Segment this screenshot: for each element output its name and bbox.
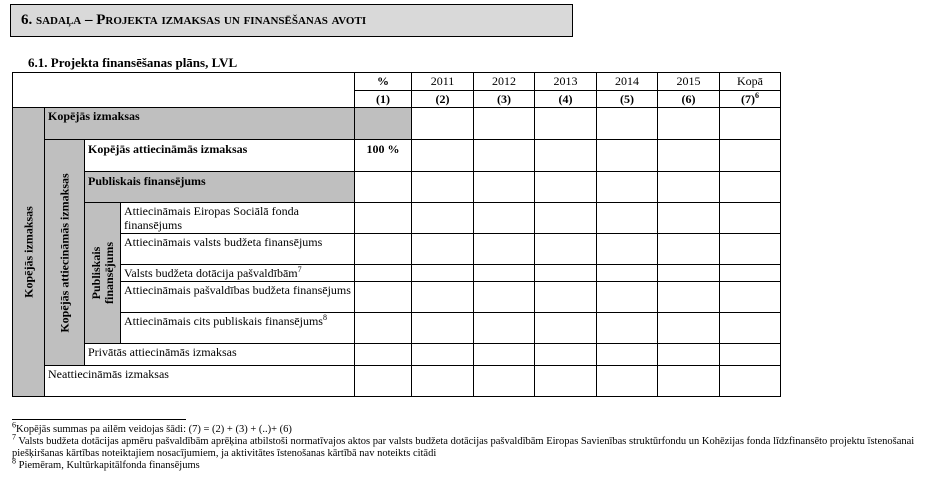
cell-eligible-percent: 100 %	[355, 140, 412, 172]
cell-ineligible-2015[interactable]	[658, 366, 720, 397]
cell-eligible-sum[interactable]	[720, 140, 781, 172]
row-state-budget	[13, 234, 781, 265]
cell-municipal-2014[interactable]	[597, 282, 658, 313]
cell-state-2012[interactable]	[474, 234, 535, 265]
cell-ineligible-2011[interactable]	[412, 366, 474, 397]
cell-private-2015[interactable]	[658, 344, 720, 366]
footnote-7: $^7$ Valsts budžeta dotācijas apmēru pašvaldībām aprēķina atbilstoši normatīvajos aktos par valsts budžeta dotācijas pašvaldībām Eiropas Savienības struktūrfondu un Kohēzijas fonda līdzfinansēto projektu īstenošanai piešķiršanas kārtības noteiktajiem nosacījumiem, ja aktivitātes īstenošanas kārtībā nav noteikts citādi	[12, 432, 915, 459]
cell-total-2012[interactable]	[474, 108, 535, 140]
cell-public-2013[interactable]	[535, 172, 597, 203]
label-municipal-budget: Attiecināmais pašvaldības budžeta finansējums	[121, 282, 355, 313]
header-2012: 2012	[474, 73, 535, 91]
header-row	[13, 73, 781, 91]
cell-municipal-2012[interactable]	[474, 282, 535, 313]
label-state-budget: Attiecināmais valsts budžeta finansējums	[121, 234, 355, 265]
row-esf	[13, 203, 781, 234]
row-private-costs	[13, 344, 781, 366]
header-number-5: (5)	[597, 91, 658, 108]
header-corner	[13, 73, 355, 108]
cell-total-percent[interactable]	[355, 108, 412, 140]
vertical-label-eligible-costs: Kopējās attiecināmās izmaksas	[45, 140, 85, 366]
row-municipal-budget	[13, 282, 781, 313]
label-total-costs: Kopējās izmaksas	[45, 108, 355, 140]
cell-grant-2014[interactable]	[597, 265, 658, 282]
cell-state-2013[interactable]	[535, 234, 597, 265]
cell-esf-2015[interactable]	[658, 203, 720, 234]
section-word: sadaļa	[36, 12, 82, 28]
label-ineligible-costs: Neattiecināmās izmaksas	[45, 366, 355, 397]
cell-public-2012[interactable]	[474, 172, 535, 203]
row-ineligible-costs	[13, 366, 781, 397]
label-eligible-costs: Kopējās attiecināmās izmaksas	[85, 140, 355, 172]
cell-esf-2011[interactable]	[412, 203, 474, 234]
cell-eligible-2013[interactable]	[535, 140, 597, 172]
cell-state-2015[interactable]	[658, 234, 720, 265]
footnotes	[12, 420, 932, 472]
cell-grant-percent[interactable]	[355, 265, 412, 282]
header-number-6: (6)	[658, 91, 720, 108]
cell-other-2015[interactable]	[658, 313, 720, 344]
cell-municipal-sum[interactable]	[720, 282, 781, 313]
header-number-4: (4)	[535, 91, 597, 108]
label-private-costs: Privātās attiecināmās izmaksas	[85, 344, 355, 366]
cell-public-percent[interactable]	[355, 172, 412, 203]
cell-eligible-2011[interactable]	[412, 140, 474, 172]
financing-plan-table	[12, 72, 781, 397]
header-number-3: (3)	[474, 91, 535, 108]
cell-eligible-2015[interactable]	[658, 140, 720, 172]
row-municipal-grant	[13, 265, 781, 282]
section-number: 6.	[21, 12, 36, 28]
row-public-funding	[13, 172, 781, 203]
label-municipal-grant: Valsts budžeta dotācija pašvaldībām$^7$	[121, 265, 355, 282]
cell-total-2013[interactable]	[535, 108, 597, 140]
section-heading	[10, 4, 573, 37]
cell-private-2013[interactable]	[535, 344, 597, 366]
cell-municipal-2011[interactable]	[412, 282, 474, 313]
cell-other-sum[interactable]	[720, 313, 781, 344]
footnote-separator	[12, 419, 186, 420]
cell-total-sum[interactable]	[720, 108, 781, 140]
cell-municipal-2015[interactable]	[658, 282, 720, 313]
label-other-public: Attiecināmais cits publiskais finansējums$^8$	[121, 313, 355, 344]
table-title: 6.1. Projekta finansēšanas plāns, LVL	[28, 55, 238, 70]
cell-municipal-percent[interactable]	[355, 282, 412, 313]
cell-public-2011[interactable]	[412, 172, 474, 203]
section-dash: –	[81, 12, 97, 28]
cell-private-sum[interactable]	[720, 344, 781, 366]
cell-eligible-2012[interactable]	[474, 140, 535, 172]
header-2014: 2014	[597, 73, 658, 91]
cell-private-2014[interactable]	[597, 344, 658, 366]
cell-public-sum[interactable]	[720, 172, 781, 203]
label-esf: Attiecināmais Eiropas Sociālā fonda finansējums	[121, 203, 355, 234]
cell-public-2015[interactable]	[658, 172, 720, 203]
cell-public-2014[interactable]	[597, 172, 658, 203]
cell-esf-2012[interactable]	[474, 203, 535, 234]
cell-grant-2012[interactable]	[474, 265, 535, 282]
header-percent: %	[355, 73, 412, 91]
cell-ineligible-2014[interactable]	[597, 366, 658, 397]
cell-ineligible-sum[interactable]	[720, 366, 781, 397]
cell-state-2014[interactable]	[597, 234, 658, 265]
cell-grant-2013[interactable]	[535, 265, 597, 282]
cell-state-percent[interactable]	[355, 234, 412, 265]
cell-private-2011[interactable]	[412, 344, 474, 366]
vertical-label-public-funding: Publiskais finansējums	[85, 203, 121, 344]
section-title: Projekta izmaksas un finansēšanas avoti	[96, 12, 367, 28]
cell-eligible-2014[interactable]	[597, 140, 658, 172]
cell-other-percent[interactable]	[355, 313, 412, 344]
header-number-1: (1)	[355, 91, 412, 108]
vertical-label-total-costs: Kopējās izmaksas	[13, 108, 45, 397]
cell-total-2014[interactable]	[597, 108, 658, 140]
cell-ineligible-2013[interactable]	[535, 366, 597, 397]
row-other-public	[13, 313, 781, 344]
cell-total-2011[interactable]	[412, 108, 474, 140]
cell-private-percent[interactable]	[355, 344, 412, 366]
cell-grant-2011[interactable]	[412, 265, 474, 282]
cell-other-2011[interactable]	[412, 313, 474, 344]
cell-ineligible-2012[interactable]	[474, 366, 535, 397]
footnote-8: $^8$ Piemēram, Kultūrkapitālfonda finansējums	[12, 456, 200, 471]
cell-grant-2015[interactable]	[658, 265, 720, 282]
cell-state-2011[interactable]	[412, 234, 474, 265]
cell-other-2012[interactable]	[474, 313, 535, 344]
cell-grant-sum[interactable]	[720, 265, 781, 282]
cell-other-2013[interactable]	[535, 313, 597, 344]
row-total-costs	[13, 108, 781, 140]
cell-esf-2014[interactable]	[597, 203, 658, 234]
cell-state-sum[interactable]	[720, 234, 781, 265]
cell-private-2012[interactable]	[474, 344, 535, 366]
cell-esf-sum[interactable]	[720, 203, 781, 234]
cell-esf-2013[interactable]	[535, 203, 597, 234]
header-number-7: $(7)^6$	[720, 91, 781, 108]
footnote-6: $^6$Kopējās summas pa ailēm veidojas šādi: (7) = (2) + (3) + (..)+ (6)	[12, 420, 292, 435]
label-public-funding: Publiskais finansējums	[85, 172, 355, 203]
header-number-2: (2)	[412, 91, 474, 108]
cell-other-2014[interactable]	[597, 313, 658, 344]
header-2011: 2011	[412, 73, 474, 91]
cell-total-2015[interactable]	[658, 108, 720, 140]
header-2013: 2013	[535, 73, 597, 91]
row-eligible-costs	[13, 140, 781, 172]
cell-esf-percent[interactable]	[355, 203, 412, 234]
header-total: Kopā	[720, 73, 781, 91]
cell-municipal-2013[interactable]	[535, 282, 597, 313]
header-2015: 2015	[658, 73, 720, 91]
cell-ineligible-percent[interactable]	[355, 366, 412, 397]
